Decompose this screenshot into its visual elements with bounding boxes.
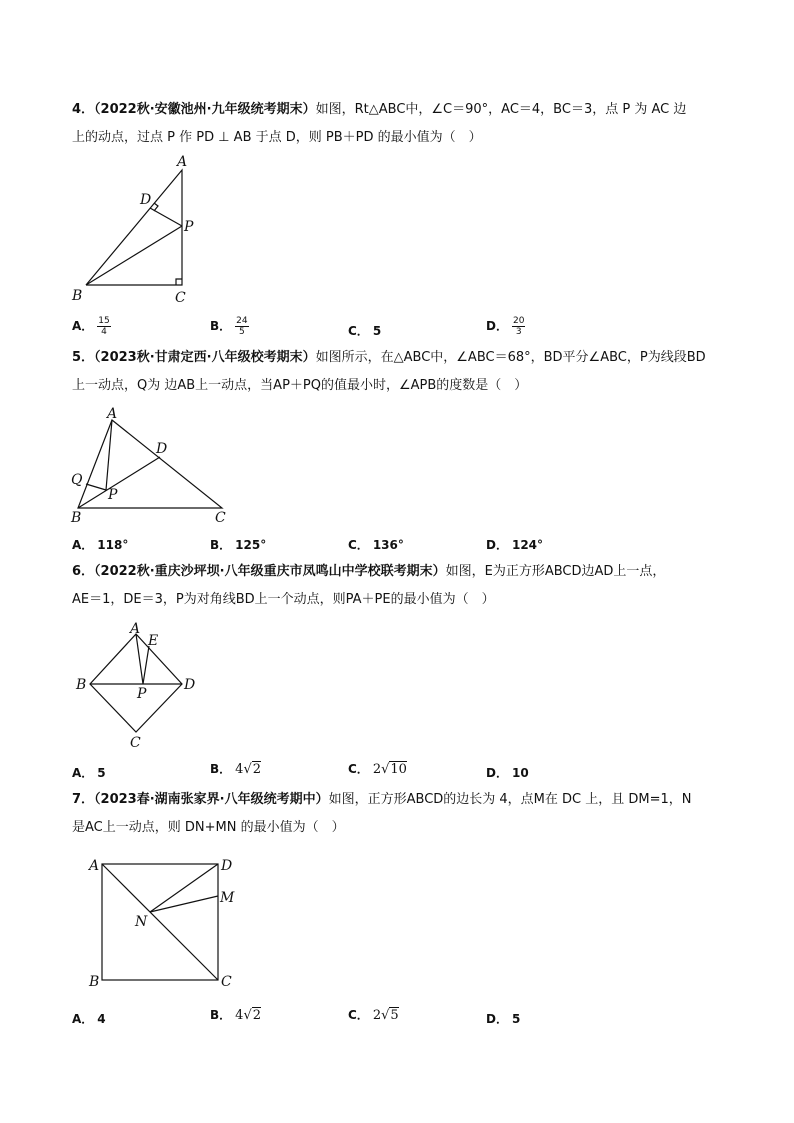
options-7 — [72, 1006, 732, 1032]
option-6-d[interactable]: D． 10 — [486, 766, 529, 780]
label-e: E — [148, 633, 159, 649]
option-7-c[interactable]: C． 2√5 — [348, 1008, 399, 1023]
option-5-c[interactable]: C． 136° — [348, 538, 404, 552]
question-5-stem-1: 如图所示，在△ABC中，∠ABC＝68°，BD平分∠ABC，P为线段BD — [315, 350, 706, 365]
segment-mn — [150, 896, 218, 912]
label-a: A — [177, 154, 188, 170]
label-c: C — [221, 974, 232, 990]
radical: 4√2 — [235, 1008, 262, 1023]
label-d: D — [140, 192, 152, 208]
options-5 — [72, 534, 732, 560]
label-c: C — [130, 735, 141, 751]
option-5-d[interactable]: D． 124° — [486, 538, 544, 552]
triangle-abc — [86, 170, 182, 285]
question-7 — [72, 786, 732, 842]
label-a: A — [107, 406, 118, 422]
label-p: P — [108, 487, 118, 503]
segment-pq — [86, 484, 106, 490]
label-n: N — [135, 914, 148, 930]
label-q: Q — [71, 472, 83, 488]
label-b: B — [71, 510, 82, 526]
label-m: M — [220, 890, 235, 906]
option-6-b[interactable]: B． 4√2 — [210, 762, 262, 777]
question-5 — [72, 344, 732, 400]
label-p: P — [137, 686, 147, 702]
option-6-c[interactable]: C． 2√10 — [348, 762, 407, 777]
question-7-source: （2023春·湖南张家界·八年级统考期中） — [94, 792, 329, 807]
radical: 4√2 — [235, 762, 262, 777]
segment-dn — [150, 864, 218, 912]
fraction: $\frac{15}{4}$ — [98, 316, 110, 337]
figure-6 — [60, 614, 220, 754]
label-b: B — [89, 974, 100, 990]
question-6 — [72, 558, 732, 614]
option-7-d[interactable]: D． 5 — [486, 1012, 521, 1026]
label-c: C — [215, 510, 226, 526]
diagonal-ac — [102, 864, 218, 980]
radical: 2√10 — [372, 762, 407, 777]
options-4 — [72, 316, 732, 342]
segment-ap — [106, 420, 112, 490]
question-7-line-1 — [72, 786, 732, 814]
fraction: $\frac{24}{5}$ — [236, 316, 248, 337]
fraction: $\frac{20}{3}$ — [512, 316, 525, 337]
question-5-line-1 — [72, 344, 732, 372]
question-6-stem-1: 如图，E为正方形ABCD边AD上一点， — [445, 564, 666, 579]
question-5-stem-2: 上一动点，Q为 边AB上一动点，当AP＋PQ的值最小时，∠APB的度数是（ ） — [72, 378, 528, 393]
option-6-a[interactable]: A． 5 — [72, 766, 106, 780]
question-4 — [72, 96, 732, 152]
label-b: B — [72, 288, 83, 304]
segment-bd — [78, 457, 160, 508]
radical: 2√5 — [372, 1008, 399, 1023]
option-4-d[interactable]: D． $\frac{20}{3}$ — [486, 316, 525, 337]
option-4-c[interactable]: C． 5 — [348, 324, 382, 338]
label-p: P — [184, 219, 194, 235]
segment-pe — [143, 646, 149, 684]
question-6-stem-2: AE＝1，DE＝3，P为对角线BD上一个动点，则PA＋PE的最小值为（ ） — [72, 592, 495, 607]
label-d: D — [184, 677, 196, 693]
question-4-number: 4． — [72, 102, 95, 117]
option-7-a[interactable]: A． 4 — [72, 1012, 106, 1026]
right-angle-mark-d — [154, 203, 158, 211]
question-7-stem-2: 是AC上一动点，则 DN+MN 的最小值为（ ） — [72, 820, 345, 835]
question-7-stem-1: 如图，正方形ABCD的边长为 4，点M在 DC 上，且 DM=1，N — [328, 792, 692, 807]
question-4-stem-1: 如图，Rt△ABC中，∠C＝90°，AC＝4，BC＝3，点 P 为 AC 边 — [315, 102, 687, 117]
question-6-source: （2022秋·重庆沙坪坝·八年级重庆市凤鸣山中学校联考期末） — [94, 564, 446, 579]
question-5-number: 5． — [72, 350, 95, 365]
figure-5 — [60, 400, 240, 530]
question-6-number: 6． — [72, 564, 95, 579]
segment-pa — [136, 634, 143, 684]
segment-pb — [86, 226, 182, 285]
square-abcd — [90, 634, 182, 732]
option-5-b[interactable]: B． 125° — [210, 538, 267, 552]
label-a: A — [130, 621, 141, 637]
question-4-stem-2: 上的动点，过点 P 作 PD ⊥ AB 于点 D，则 PB＋PD 的最小值为（ ） — [72, 130, 482, 145]
label-a: A — [89, 858, 100, 874]
question-4-source: （2022秋·安徽池州·九年级统考期末） — [94, 102, 316, 117]
question-4-line-1 — [72, 96, 732, 124]
option-5-a[interactable]: A． 118° — [72, 538, 129, 552]
option-7-b[interactable]: B． 4√2 — [210, 1008, 262, 1023]
option-4-b[interactable]: B． $\frac{24}{5}$ — [210, 316, 248, 337]
figure-4 — [60, 150, 220, 310]
label-d: D — [221, 858, 233, 874]
label-b: B — [76, 677, 87, 693]
question-6-line-1 — [72, 558, 732, 586]
figure-7 — [80, 850, 260, 1000]
question-7-number: 7． — [72, 792, 95, 807]
option-4-a[interactable]: A． $\frac{15}{4}$ — [72, 316, 110, 337]
question-5-source: （2023秋·甘肃定西·八年级校考期末） — [94, 350, 316, 365]
label-d: D — [156, 441, 168, 457]
label-c: C — [175, 290, 186, 306]
options-6 — [72, 760, 732, 786]
right-angle-mark-c — [176, 279, 182, 285]
